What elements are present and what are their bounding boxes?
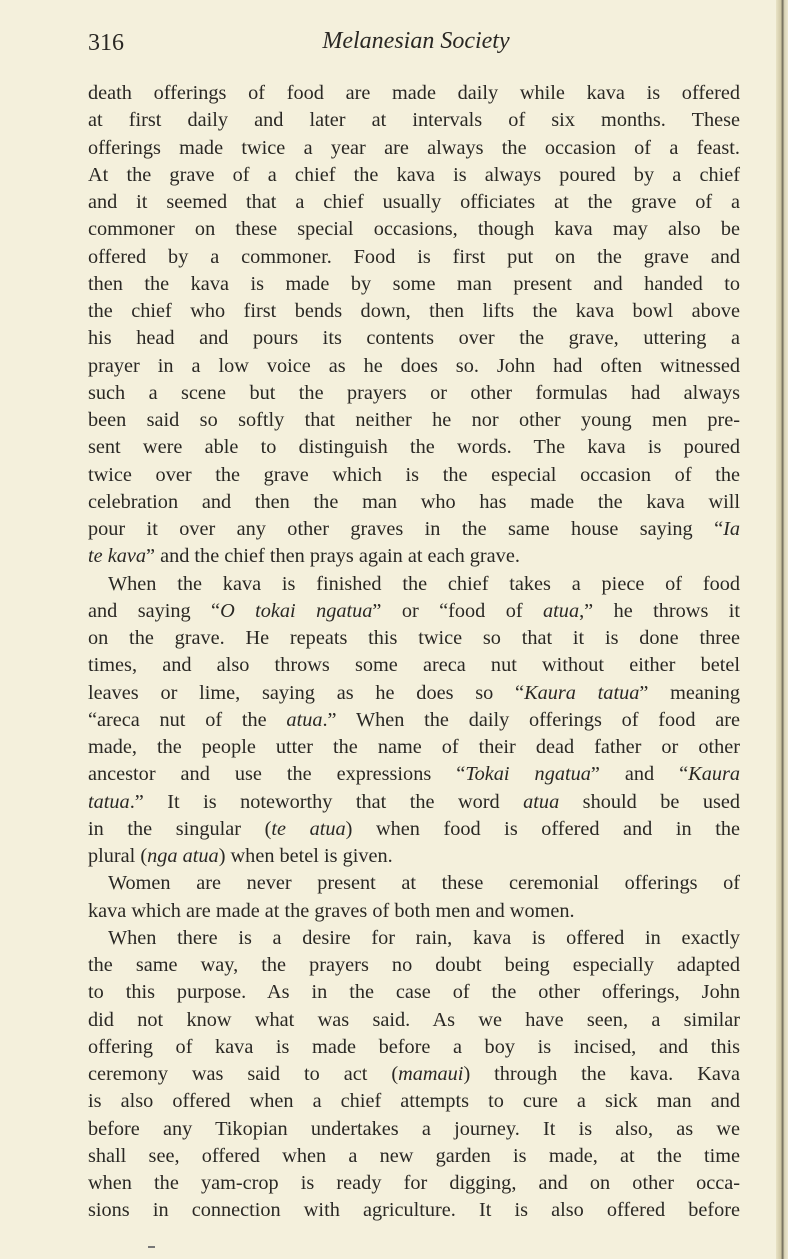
paragraph <box>88 925 740 1225</box>
italic-term: atua <box>523 790 560 813</box>
text-segment: on the grave. He repeats this twice so that it is done three <box>88 627 740 649</box>
text-line <box>88 80 740 107</box>
text-line <box>88 843 740 870</box>
text-segment: ” and “ <box>590 763 689 786</box>
italic-term: O tokai ngatua <box>220 599 373 622</box>
text-line <box>88 598 740 625</box>
text-segment: kava which are made at the graves of both men and women. <box>88 899 575 922</box>
text-line <box>88 680 740 707</box>
text-line <box>88 789 740 816</box>
text-line <box>88 353 740 380</box>
paragraph <box>88 80 740 571</box>
text-segment: been said so softly that neither he nor other young men pre- <box>88 409 740 431</box>
italic-term: Tokai ngatua <box>465 763 591 786</box>
text-line <box>88 816 740 843</box>
text-line <box>88 925 740 952</box>
text-segment: offerings made twice a year are always the occasion of a feast. <box>88 136 740 159</box>
text-segment: pour it over any other graves in the same house saying “ <box>88 518 724 540</box>
text-segment: the same way, the prayers no doubt being especially adapted <box>88 954 740 976</box>
text-line <box>88 1197 740 1224</box>
text-segment: Women are never present at these ceremonial offerings of <box>108 872 740 895</box>
text-segment: then the kava is made by some man present and handed to <box>88 272 740 295</box>
italic-term: Kaura tatua <box>524 681 640 704</box>
text-segment: ) through the kava. Kava <box>463 1063 740 1085</box>
paragraph <box>88 571 740 871</box>
text-segment: celebration and then the man who has made the kava will <box>88 490 740 513</box>
text-segment: sent were able to distinguish the words. The kava is poured <box>88 436 740 459</box>
text-segment: offering of kava is made before a boy is incised, and this <box>88 1035 740 1058</box>
text-line <box>88 244 740 271</box>
text-line <box>88 1170 740 1197</box>
text-line <box>88 952 740 979</box>
running-title: Melanesian Society <box>322 28 510 54</box>
text-segment: death offerings of food are made daily while kava is offered <box>88 82 740 104</box>
text-line <box>88 462 740 489</box>
text-segment: .” It is noteworthy that the word <box>129 790 524 813</box>
text-segment: is also offered when a chief attempts to cure a sick man and <box>88 1090 740 1113</box>
text-line <box>88 1007 740 1034</box>
italic-term: Kaura <box>688 763 741 786</box>
text-line <box>88 898 740 925</box>
italic-term: te atua <box>271 817 346 840</box>
text-segment: his head and pours its contents over the grave, uttering a <box>88 327 740 350</box>
text-line <box>88 189 740 216</box>
text-segment: did not know what was said. As we have seen, a similar <box>88 1008 740 1031</box>
text-segment: commoner on these special occasions, though kava may also be <box>88 218 740 241</box>
page-edge-shadow <box>776 0 788 1259</box>
text-segment: plural ( <box>88 845 148 867</box>
text-line <box>88 1088 740 1115</box>
text-segment: shall see, offered when a new garden is made, at the time <box>88 1144 740 1167</box>
text-segment: When there is a desire for rain, kava is offered in exactly <box>108 926 740 949</box>
text-line <box>88 434 740 461</box>
text-segment: the chief who first bends down, then lifts the kava bowl above <box>88 300 740 322</box>
text-line <box>88 325 740 352</box>
paragraph <box>88 870 740 925</box>
text-segment: .” When the daily offerings of food are <box>322 708 740 731</box>
text-segment: to this purpose. As in the case of the other offerings, John <box>88 981 740 1004</box>
text-segment: in the singular ( <box>88 817 272 840</box>
running-header <box>88 28 740 64</box>
text-line <box>88 407 740 434</box>
text-line <box>88 216 740 243</box>
text-segment: ancestor and use the expressions “ <box>88 763 466 786</box>
printer-mark <box>148 1246 155 1248</box>
text-segment: and saying “ <box>88 599 221 622</box>
text-segment: ceremony was said to act ( <box>88 1063 399 1085</box>
text-segment: should be used <box>559 790 741 813</box>
text-segment: twice over the grave which is the especial occasion of the <box>88 463 740 486</box>
text-line <box>88 870 740 897</box>
text-segment: ” meaning <box>639 681 740 704</box>
text-segment: At the grave of a chief the kava is always poured by a chief <box>88 163 740 186</box>
text-line <box>88 571 740 598</box>
text-line <box>88 707 740 734</box>
italic-term: tatua <box>88 790 130 813</box>
text-line <box>88 979 740 1006</box>
text-line <box>88 1116 740 1143</box>
text-line <box>88 1034 740 1061</box>
body-text <box>88 80 740 1225</box>
text-segment: ” and the chief then prays again at each grave. <box>146 545 520 568</box>
italic-term: atua <box>543 599 580 622</box>
text-line <box>88 543 740 570</box>
text-line <box>88 1143 740 1170</box>
text-segment: and it seemed that a chief usually officiates at the grave of a <box>88 191 740 213</box>
text-line <box>88 1061 740 1088</box>
text-line <box>88 761 740 788</box>
text-line <box>88 107 740 134</box>
text-line <box>88 516 740 543</box>
text-segment: “areca nut of the <box>88 708 287 731</box>
text-segment: offered by a commoner. Food is first put on the grave and <box>88 245 740 268</box>
text-line <box>88 298 740 325</box>
text-segment: made, the people utter the name of their dead father or other <box>88 736 740 758</box>
italic-term: mamaui <box>398 1063 464 1085</box>
text-segment: at first daily and later at intervals of six months. These <box>88 109 740 132</box>
text-segment: prayer in a low voice as he does so. John had often witnessed <box>88 354 740 377</box>
text-segment: ) when food is offered and in the <box>345 817 740 840</box>
text-line <box>88 652 740 679</box>
text-line <box>88 271 740 298</box>
text-line <box>88 489 740 516</box>
text-segment: before any Tikopian undertakes a journey. It is also, as we <box>88 1117 740 1140</box>
page-number: 316 <box>88 30 124 56</box>
text-segment: ” or “food of <box>372 599 544 622</box>
text-line <box>88 734 740 761</box>
text-line <box>88 162 740 189</box>
text-segment: When the kava is finished the chief takes a piece of food <box>108 572 740 595</box>
italic-term: nga atua <box>147 845 219 867</box>
text-segment: sions in connection with agriculture. It is also offered before <box>88 1199 740 1222</box>
text-segment: times, and also throws some areca nut without either betel <box>88 654 740 677</box>
text-segment: when the yam-crop is ready for digging, and on other occa- <box>88 1172 740 1194</box>
text-segment: such a scene but the prayers or other formulas had always <box>88 381 740 404</box>
italic-term: atua <box>286 708 323 731</box>
text-line <box>88 135 740 162</box>
text-segment: ,” he throws it <box>579 599 741 622</box>
italic-term: te kava <box>88 545 146 568</box>
text-segment: leaves or lime, saying as he does so “ <box>88 681 525 704</box>
text-line <box>88 380 740 407</box>
text-line <box>88 625 740 652</box>
text-segment: ) when betel is given. <box>218 845 393 867</box>
italic-term: Ia <box>723 518 740 540</box>
